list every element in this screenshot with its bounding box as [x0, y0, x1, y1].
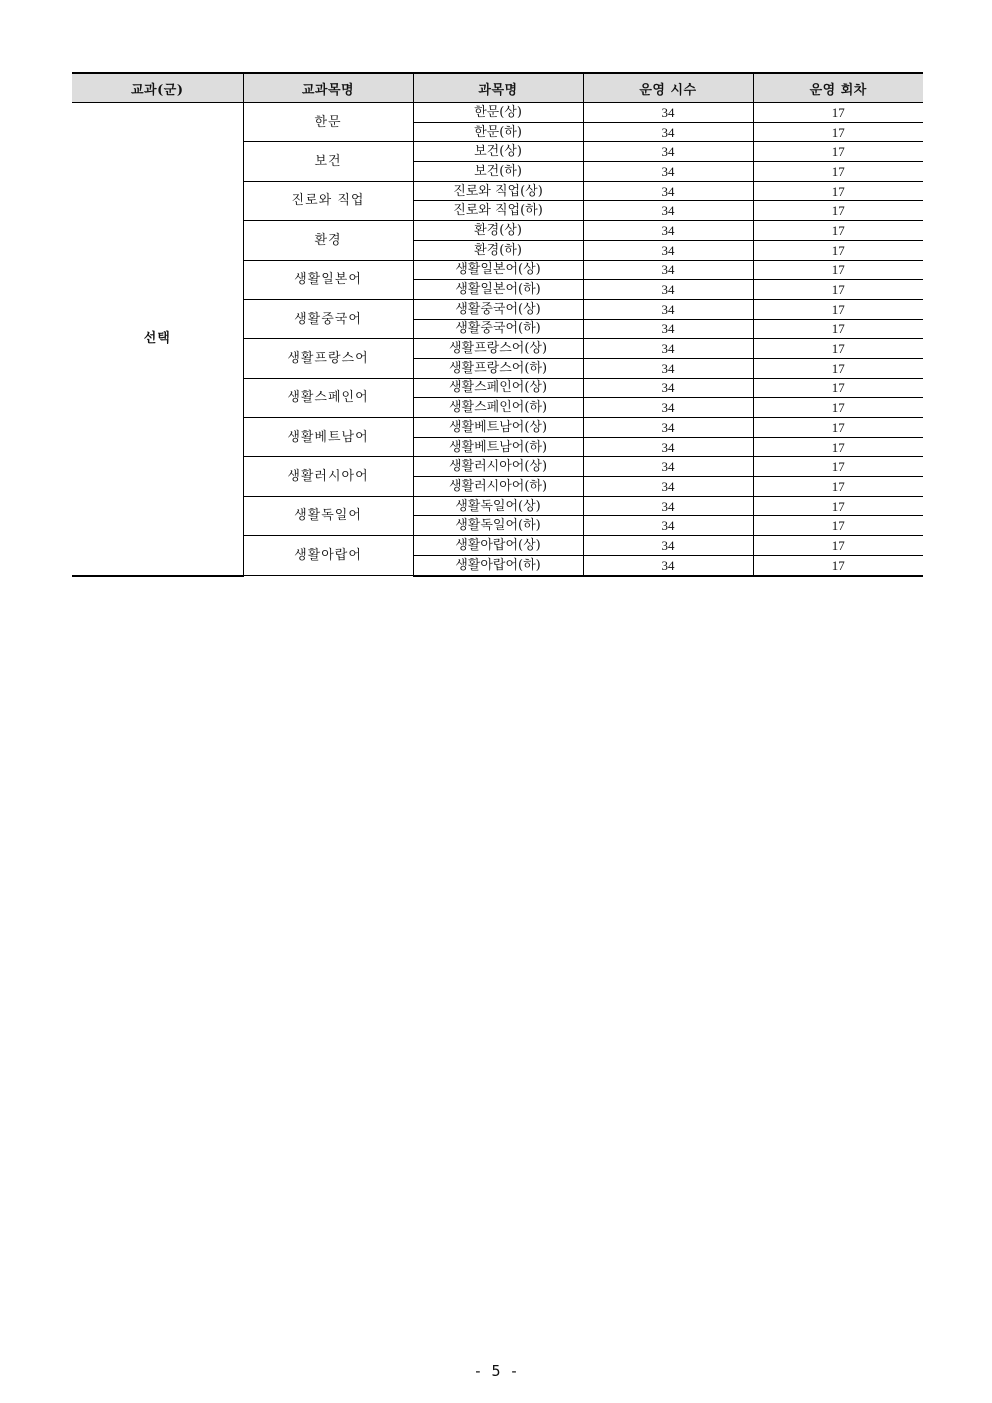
operating-sessions-cell: 17 [753, 496, 923, 516]
operating-hours-cell: 34 [583, 457, 753, 477]
course-name-cell: 생활아랍어(하) [413, 555, 583, 575]
operating-sessions-cell: 17 [753, 201, 923, 221]
operating-hours-cell: 34 [583, 319, 753, 339]
operating-hours-cell: 34 [583, 516, 753, 536]
operating-hours-cell: 34 [583, 398, 753, 418]
operating-hours-cell: 34 [583, 142, 753, 162]
operating-sessions-cell: 17 [753, 299, 923, 319]
course-name-cell: 진로와 직업(하) [413, 201, 583, 221]
page-number: - 5 - [473, 1362, 519, 1380]
subject-name-cell: 생활아랍어 [243, 536, 413, 576]
operating-hours-cell: 34 [583, 162, 753, 182]
operating-sessions-cell: 17 [753, 280, 923, 300]
operating-sessions-cell: 17 [753, 358, 923, 378]
course-name-cell: 생활일본어(하) [413, 280, 583, 300]
course-name-cell: 생활중국어(상) [413, 299, 583, 319]
operating-sessions-cell: 17 [753, 555, 923, 575]
table-header-row [72, 73, 923, 103]
subject-name-cell: 생활중국어 [243, 299, 413, 338]
course-name-cell: 생활러시아어(상) [413, 457, 583, 477]
course-name-cell: 생활프랑스어(상) [413, 339, 583, 359]
operating-hours-cell: 34 [583, 299, 753, 319]
operating-hours-cell: 34 [583, 536, 753, 556]
operating-sessions-cell: 17 [753, 477, 923, 497]
course-name-cell: 생활베트남어(상) [413, 418, 583, 438]
course-name-cell: 생활일본어(상) [413, 260, 583, 280]
course-name-cell: 생활스페인어(상) [413, 378, 583, 398]
header-course-name: 과목명 [413, 73, 583, 103]
operating-hours-cell: 34 [583, 339, 753, 359]
subject-name-cell: 생활스페인어 [243, 378, 413, 417]
operating-sessions-cell: 17 [753, 378, 923, 398]
course-name-cell: 한문(상) [413, 103, 583, 123]
subject-name-cell: 생활일본어 [243, 260, 413, 299]
operating-hours-cell: 34 [583, 221, 753, 241]
operating-hours-cell: 34 [583, 103, 753, 123]
course-name-cell: 생활아랍어(상) [413, 536, 583, 556]
operating-hours-cell: 34 [583, 477, 753, 497]
operating-hours-cell: 34 [583, 201, 753, 221]
subject-name-cell: 생활독일어 [243, 496, 413, 535]
operating-sessions-cell: 17 [753, 240, 923, 260]
course-name-cell: 생활스페인어(하) [413, 398, 583, 418]
operating-hours-cell: 34 [583, 378, 753, 398]
course-name-cell: 생활러시아어(하) [413, 477, 583, 497]
subject-name-cell: 생활프랑스어 [243, 339, 413, 378]
operating-sessions-cell: 17 [753, 418, 923, 438]
operating-hours-cell: 34 [583, 496, 753, 516]
operating-sessions-cell: 17 [753, 221, 923, 241]
operating-hours-cell: 34 [583, 181, 753, 201]
course-name-cell: 생활독일어(상) [413, 496, 583, 516]
operating-hours-cell: 34 [583, 240, 753, 260]
header-subject-name: 교과목명 [243, 73, 413, 103]
subject-group-cell: 선택 [72, 103, 243, 576]
course-name-cell: 진로와 직업(상) [413, 181, 583, 201]
subject-name-cell: 진로와 직업 [243, 181, 413, 220]
operating-sessions-cell: 17 [753, 437, 923, 457]
operating-hours-cell: 34 [583, 260, 753, 280]
subject-name-cell: 한문 [243, 103, 413, 142]
course-name-cell: 생활독일어(하) [413, 516, 583, 536]
course-name-cell: 생활베트남어(하) [413, 437, 583, 457]
course-name-cell: 보건(상) [413, 142, 583, 162]
operating-hours-cell: 34 [583, 418, 753, 438]
operating-sessions-cell: 17 [753, 339, 923, 359]
operating-sessions-cell: 17 [753, 122, 923, 142]
subject-name-cell: 생활러시아어 [243, 457, 413, 496]
subject-name-cell: 보건 [243, 142, 413, 181]
operating-sessions-cell: 17 [753, 398, 923, 418]
operating-sessions-cell: 17 [753, 162, 923, 182]
operating-hours-cell: 34 [583, 280, 753, 300]
course-name-cell: 한문(하) [413, 122, 583, 142]
operating-sessions-cell: 17 [753, 516, 923, 536]
course-name-cell: 생활프랑스어(하) [413, 358, 583, 378]
header-operating-hours: 운영 시수 [583, 73, 753, 103]
operating-sessions-cell: 17 [753, 142, 923, 162]
operating-sessions-cell: 17 [753, 181, 923, 201]
operating-sessions-cell: 17 [753, 536, 923, 556]
operating-sessions-cell: 17 [753, 103, 923, 123]
operating-hours-cell: 34 [583, 358, 753, 378]
table-row [72, 103, 923, 123]
header-subject-group: 교과(군) [72, 73, 243, 103]
course-name-cell: 보건(하) [413, 162, 583, 182]
operating-sessions-cell: 17 [753, 457, 923, 477]
subject-name-cell: 생활베트남어 [243, 418, 413, 457]
course-name-cell: 생활중국어(하) [413, 319, 583, 339]
operating-sessions-cell: 17 [753, 319, 923, 339]
operating-hours-cell: 34 [583, 437, 753, 457]
operating-sessions-cell: 17 [753, 260, 923, 280]
operating-hours-cell: 34 [583, 122, 753, 142]
course-name-cell: 환경(하) [413, 240, 583, 260]
operating-hours-cell: 34 [583, 555, 753, 575]
header-operating-sessions: 운영 회차 [753, 73, 923, 103]
course-name-cell: 환경(상) [413, 221, 583, 241]
curriculum-table [72, 72, 923, 577]
subject-name-cell: 환경 [243, 221, 413, 260]
